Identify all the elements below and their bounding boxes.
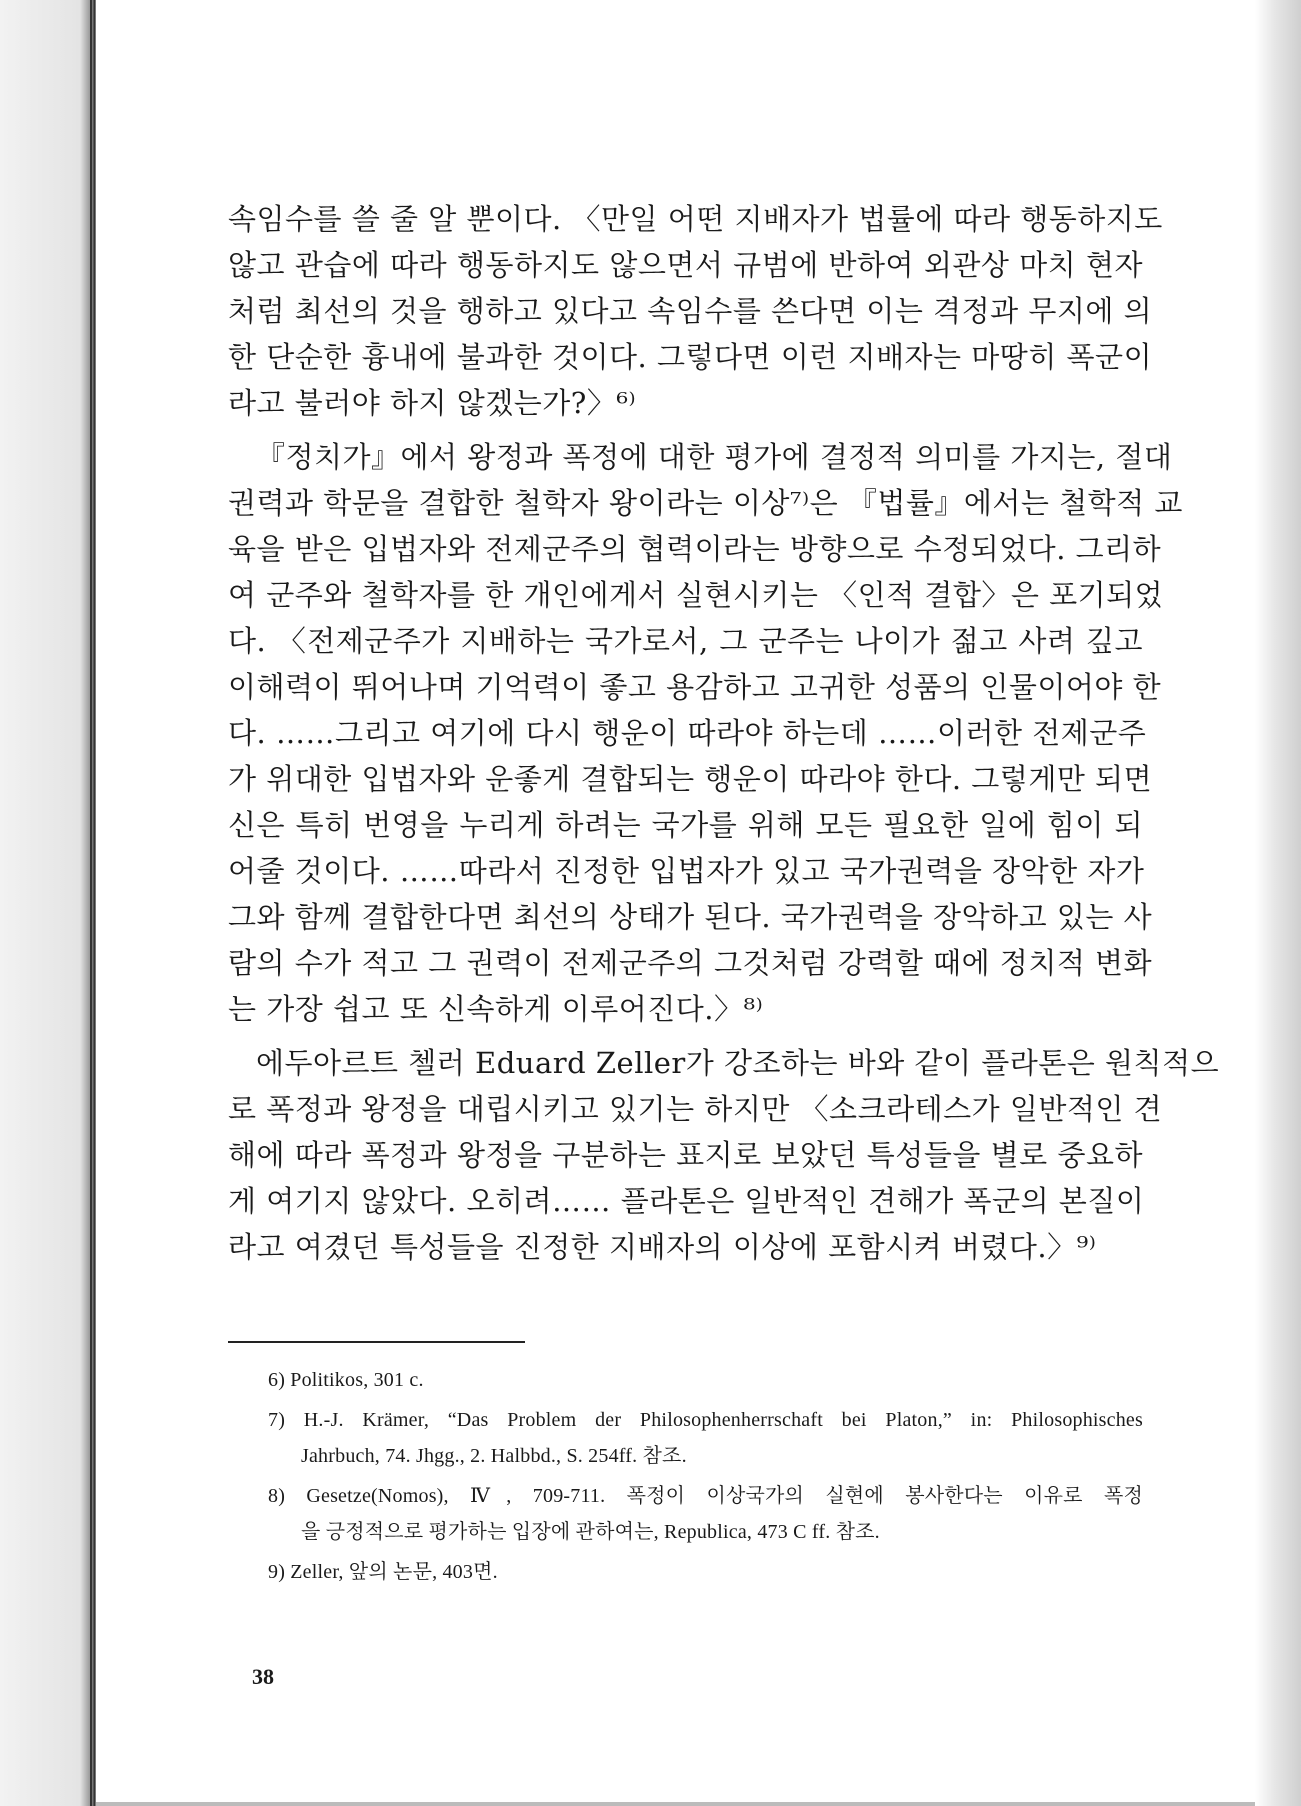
footnote-7: 7) H.-J. Krämer, “Das Problem der Philosophenherrschaft bei Platon,” in: Philosophisches: [268, 1409, 1143, 1431]
body-line: 어줄 것이다. ……따라서 진정한 입법자가 있고 국가권력을 장악한 자가: [228, 854, 1145, 888]
body-line: 에두아르트 첼러 Eduard Zeller가 강조하는 바와 같이 플라톤은 원칙적으: [256, 1046, 1220, 1080]
page-right-edge: [1255, 0, 1301, 1806]
page-binding-edge: [0, 0, 96, 1806]
body-line: 그와 함께 결합한다면 최선의 상태가 된다. 국가권력을 장악하고 있는 사: [228, 900, 1153, 934]
body-line: 않고 관습에 따라 행동하지도 않으면서 규범에 반하여 외관상 마치 현자: [228, 248, 1143, 282]
body-line: 다. 〈전제군주가 지배하는 국가로서, 그 군주는 나이가 젊고 사려 깊고: [228, 624, 1143, 658]
body-line: 다. ……그리고 여기에 다시 행운이 따라야 하는데 ……이러한 전제군주: [228, 716, 1147, 750]
body-line: 여 군주와 철학자를 한 개인에게서 실현시키는 〈인적 결합〉은 포기되었: [228, 578, 1164, 612]
body-line: 게 여기지 않았다. 오히려…… 플라톤은 일반적인 견해가 폭군의 본질이: [228, 1184, 1145, 1218]
footnotes: [228, 1362, 1143, 1590]
footnote-separator: [228, 1341, 525, 1343]
body-line: 처럼 최선의 것을 행하고 있다고 속임수를 쓴다면 이는 격정과 무지에 의: [228, 294, 1153, 328]
body-line: 는 가장 쉽고 또 신속하게 이루어진다.〉⁸⁾: [228, 992, 764, 1026]
body-line: 신은 특히 번영을 누리게 하려는 국가를 위해 모든 필요한 일에 힘이 되: [228, 808, 1143, 842]
footnote-7-continued: Jahrbuch, 74. Jhgg., 2. Halbbd., S. 254ff. 참조.: [301, 1445, 687, 1467]
footnote-9: 9) Zeller, 앞의 논문, 403면.: [268, 1561, 498, 1583]
footnote-6: 6) Politikos, 301 c.: [268, 1369, 424, 1391]
body-text: [228, 196, 1220, 1270]
page-bottom-edge: [96, 1802, 1255, 1806]
body-line: 해에 따라 폭정과 왕정을 구분하는 표지로 보았던 특성들을 별로 중요하: [228, 1138, 1143, 1172]
body-line: 육을 받은 입법자와 전제군주의 협력이라는 방향으로 수정되었다. 그리하: [228, 532, 1162, 566]
body-line: 한 단순한 흉내에 불과한 것이다. 그렇다면 이런 지배자는 마땅히 폭군이: [228, 340, 1153, 374]
body-line: 라고 불러야 하지 않겠는가?〉⁶⁾: [228, 386, 637, 420]
body-line: 람의 수가 적고 그 권력이 전제군주의 그것처럼 강력할 때에 정치적 변화: [228, 946, 1153, 980]
body-line: 로 폭정과 왕정을 대립시키고 있기는 하지만 〈소크라테스가 일반적인 견: [228, 1092, 1163, 1126]
body-line: 속임수를 쓸 줄 알 뿐이다. 〈만일 어떤 지배자가 법률에 따라 행동하지도: [228, 202, 1163, 236]
footnote-8-continued: 을 긍정적으로 평가하는 입장에 관하여는, Republica, 473 C ff. 참조.: [301, 1521, 880, 1543]
body-line: 『정치가』에서 왕정과 폭정에 대한 평가에 결정적 의미를 가지는, 절대: [256, 440, 1173, 474]
footnote-8: 8) Gesetze(Nomos), Ⅳ, 709-711. 폭정이 이상국가의 실현에 봉사한다는 이유로 폭정: [268, 1485, 1143, 1507]
body-line: 라고 여겼던 특성들을 진정한 지배자의 이상에 포함시켜 버렸다.〉⁹⁾: [228, 1230, 1097, 1264]
body-line: 권력과 학문을 결합한 철학자 왕이라는 이상⁷⁾은 『법률』에서는 철학적 교: [228, 486, 1183, 520]
body-line: 가 위대한 입법자와 운좋게 결합되는 행운이 따라야 한다. 그렇게만 되면: [228, 762, 1153, 796]
page-number: 38: [252, 1664, 274, 1689]
body-line: 이해력이 뛰어나며 기억력이 좋고 용감하고 고귀한 성품의 인물이어야 한: [228, 670, 1162, 704]
